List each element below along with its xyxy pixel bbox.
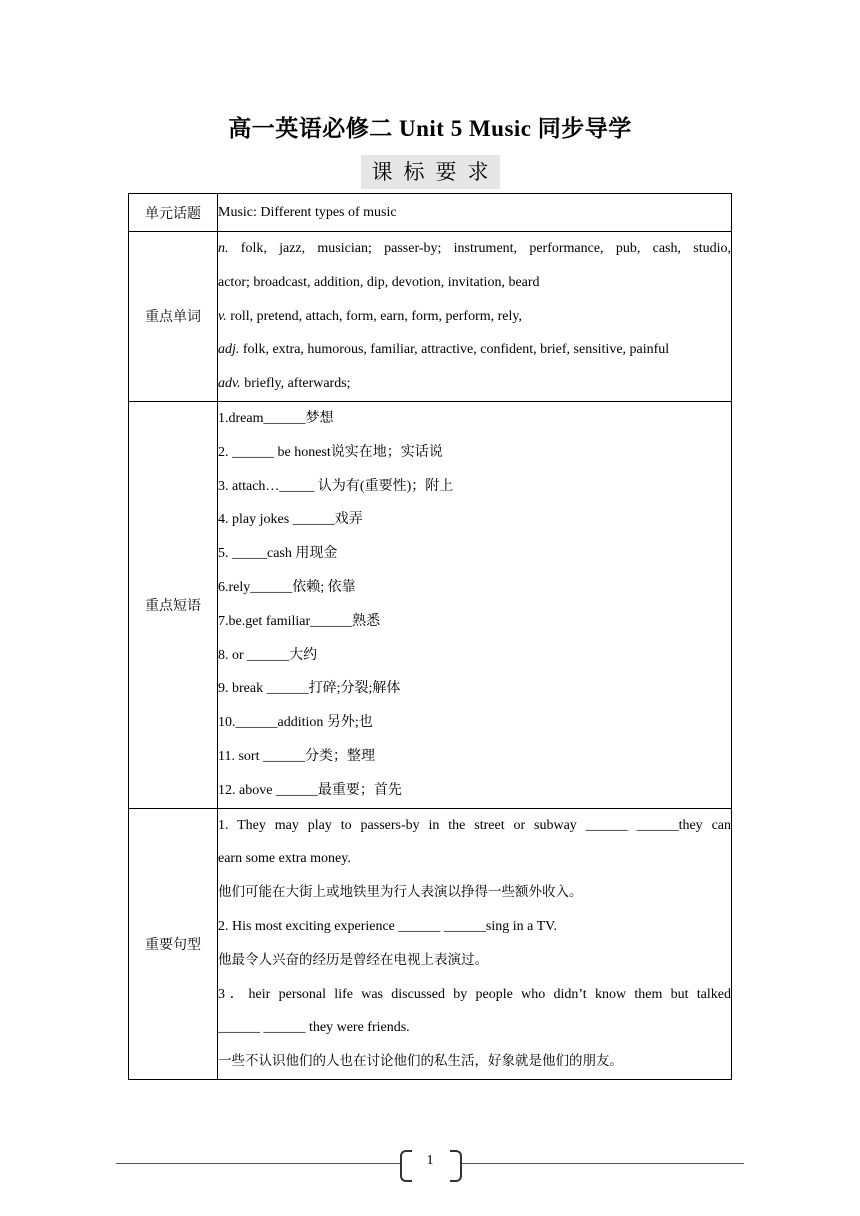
sentence-translation: 他最令人兴奋的经历是曾经在电视上表演过。 bbox=[218, 951, 488, 968]
sentence-line: earn some extra money. bbox=[218, 851, 351, 867]
phrase-line: 4. play jokes ______戏弄 bbox=[218, 512, 363, 528]
topic-row bbox=[129, 194, 732, 232]
phrases-content bbox=[218, 401, 732, 808]
footer-rule-left bbox=[116, 1163, 400, 1164]
subtitle-wrapper bbox=[0, 155, 860, 189]
vocabulary-label: 重点单词 bbox=[129, 232, 218, 402]
sentences-content bbox=[218, 808, 732, 1079]
phrase-line: 5. _____cash 用现金 bbox=[218, 546, 338, 562]
phrase-line: 2. ______ be honest说实在地；实话说 bbox=[218, 444, 443, 460]
requirements-table bbox=[128, 193, 732, 1080]
sentences-label: 重要句型 bbox=[129, 808, 218, 1079]
phrase-line: 9. break ______打碎;分裂;解体 bbox=[218, 681, 401, 697]
phrase-line: 11. sort ______分类；整理 bbox=[218, 748, 375, 764]
vocab-line: v. roll, pretend, attach, form, earn, form, perform, rely, bbox=[218, 308, 522, 324]
phrase-line: 12. above ______最重要；首先 bbox=[218, 782, 402, 798]
phrase-line: 8. or ______大约 bbox=[218, 647, 318, 663]
vocab-line: n. folk, jazz, musician; passer-by; instrument, performance, pub, cash, studio, bbox=[218, 241, 731, 256]
sentences-row bbox=[129, 808, 732, 1079]
vocab-line: adv. briefly, afterwards; bbox=[218, 376, 351, 392]
sentence-line: 1. They may play to passers-by in the street or subway ______ ______they can bbox=[218, 817, 731, 833]
vocab-line: adj. folk, extra, humorous, familiar, attractive, confident, brief, sensitive, painful bbox=[218, 342, 670, 358]
phrase-line: 6.rely______依赖; 依靠 bbox=[218, 579, 356, 595]
sentence-line: 3．heir personal life was discussed by people who didn’t know them but talked bbox=[218, 986, 731, 1002]
topic-label: 单元话题 bbox=[129, 194, 218, 232]
document-title: 高一英语必修二 Unit 5 Music 同步导学 bbox=[228, 116, 632, 141]
topic-content bbox=[218, 194, 732, 232]
document-subtitle: 课标要求 bbox=[361, 155, 500, 189]
phrase-line: 1.dream______梦想 bbox=[218, 410, 334, 426]
vocabulary-row bbox=[129, 232, 732, 402]
topic-text: Music: Different types of music bbox=[218, 204, 397, 220]
sentence-translation: 他们可能在大街上或地铁里为行人表演以挣得一些额外收入。 bbox=[218, 884, 583, 901]
phrase-line: 10.______addition 另外;也 bbox=[218, 715, 373, 731]
phrase-line: 3. attach…_____ 认为有(重要性)；附上 bbox=[218, 478, 454, 494]
vocabulary-content bbox=[218, 232, 732, 402]
footer-rule-right bbox=[462, 1163, 744, 1164]
phrase-line: 7.be.get familiar______熟悉 bbox=[218, 613, 381, 629]
footer-bracket-right bbox=[450, 1150, 462, 1182]
vocab-line: actor; broadcast, addition, dip, devotion, invitation, beard bbox=[218, 274, 540, 290]
page-number: 1 bbox=[426, 1153, 434, 1168]
sentence-translation: 一些不认识他们的人也在讨论他们的私生活，好象就是他们的朋友。 bbox=[218, 1053, 623, 1070]
sentence-line: ______ ______ they were friends. bbox=[218, 1020, 410, 1036]
phrases-label: 重点短语 bbox=[129, 401, 218, 808]
sentence-line: 2. His most exciting experience ______ ______sing in a TV. bbox=[218, 918, 557, 934]
phrases-row bbox=[129, 401, 732, 808]
